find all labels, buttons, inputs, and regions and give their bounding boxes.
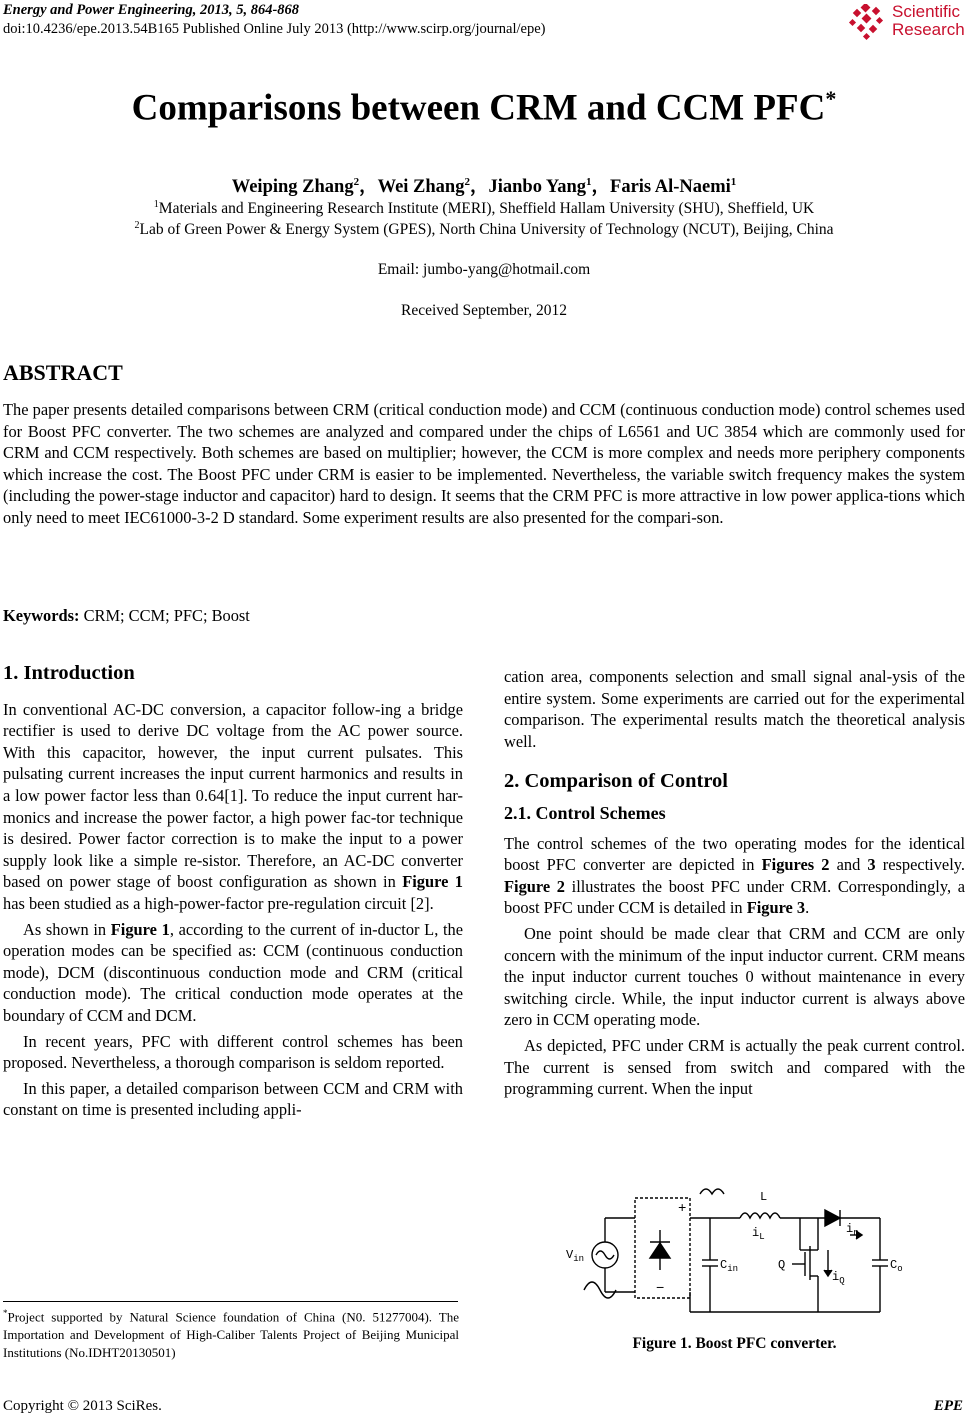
footnote-mark: *: [3, 1308, 8, 1318]
received-date: Received September, 2012: [401, 302, 567, 319]
author: Weiping Zhang: [231, 177, 354, 197]
author: Wei Zhang: [377, 177, 465, 197]
label-inductor: L: [760, 1190, 768, 1204]
paragraph: cation area, components selection and small signal anal-ysis of the entire system. Some experiments are carried out for the experimental comparison. The experimental results match the theoretical analysis well.: [504, 667, 965, 751]
paragraph: In this paper, a detailed comparison between CCM and CRM with constant on time is presented including appli-: [3, 1078, 463, 1120]
label-vin: $V_{in}$: [566, 1248, 585, 1264]
paragraph: One point should be made clear that CRM and CCM are only concern with the minimum of the input inductor current. CRM means the input inductor current touches 0 without maintenance in every switching circle. While, the input inductor current is always above zero in CCM operating mode.: [504, 923, 965, 1030]
paper-title: [0, 86, 968, 129]
figure-reference[interactable]: Figure 3: [746, 898, 806, 918]
scirp-logo-icon: [846, 4, 890, 42]
paragraph-text: and: [829, 855, 868, 875]
label-plus: +: [678, 1201, 687, 1217]
paragraph-text: respectively.: [875, 855, 965, 875]
left-column: [3, 662, 463, 1121]
figure-caption: Figure 1. Boost PFC converter.: [632, 1335, 837, 1352]
author-separator: ，: [591, 177, 611, 197]
affiliation-text: Materials and Engineering Research Institute (MERI), Sheffield Hallam University (SHU), Sheffield, UK: [158, 200, 815, 218]
journal-abbrev: EPE: [933, 1398, 963, 1414]
author-affiliation-mark: 1: [586, 175, 592, 188]
section-heading: 2. Comparison of Control: [504, 770, 728, 793]
keywords: [3, 606, 250, 626]
journal-citation: Energy and Power Engineering, 2013, 5, 864-868: [3, 2, 300, 18]
ac-wave-icon: [596, 1251, 614, 1259]
author-affiliation-mark: 1: [730, 175, 737, 188]
affiliation-number: 2: [134, 220, 140, 231]
subsection-heading: 2.1. Control Schemes: [504, 802, 666, 823]
input-sine-icon: [584, 1282, 616, 1298]
inductor-icon: [740, 1213, 780, 1218]
right-column: [504, 666, 965, 1100]
publisher-logo: [846, 4, 966, 42]
paragraph-text: As shown in: [23, 919, 111, 939]
affiliation: [0, 199, 968, 218]
footnote: [3, 1305, 459, 1362]
keywords-label: Keywords:: [3, 606, 80, 625]
author-separator: ，: [469, 177, 489, 197]
author-affiliation-mark: 2: [464, 175, 470, 188]
label-cin: $C_{in}$: [720, 1258, 739, 1274]
abstract-heading: ABSTRACT: [3, 360, 123, 385]
boost-pfc-circuit-diagram: [560, 1180, 910, 1330]
paragraph: [504, 833, 965, 919]
abstract-text: The paper presents detailed comparisons between CRM (critical conduction mode) and CCM (continuous conduction mode) control schemes used for Boost PFC converter. The two schemes are analyzed and compared under the chips of L6561 and UC 3854 which are commonly used for CRM and CCM respectively. Both schemes are based on multiplier; however, the CCM is more complex and needs more periphery components which increase the cost. The Boost PFC under CRM is easier to be implemented. Nevertheless, the variable switch frequency makes the system (including the power-stage inductor and capacitor) hard to design. It seems that the CRM PFC is more attractive in low power applica-tions which only need to meet IEC61000-3-2 D standard. Some experiment results are also presented for the compari-son.: [3, 400, 965, 527]
author: Faris Al-Naemi: [610, 177, 731, 197]
affiliation: [0, 220, 968, 239]
figure-reference[interactable]: Figure 1: [110, 919, 170, 939]
title-footnote-mark: *: [825, 86, 837, 111]
paragraph-text: illustrates the boost PFC under CRM. Correspondingly, a boost PFC under CCM is detailed in: [504, 876, 965, 918]
figure-reference[interactable]: Figure 2: [504, 876, 565, 896]
rectifier-diode-icon: [650, 1243, 670, 1258]
label-inductor-current: $i_L$: [752, 1226, 765, 1242]
figure-reference[interactable]: Figure 1: [402, 872, 463, 892]
affiliation-text: Lab of Green Power & Energy System (GPES), North China University of Technology (NCUT), Beijing, China: [139, 221, 834, 239]
paragraph-text: The control schemes of the two operating modes for the identical boost PFC converter are depicted in: [504, 833, 965, 875]
paragraph-text: , according to the current of in-ductor L, the operation modes can be specified as: CCM (continuous conduction mode), DCM (discontinuous conduction mode and CRM (critical conduction mode). The critical conduction mode operates at the boundary of CCM and DCM.: [3, 919, 463, 1025]
copyright-notice: Copyright © 2013 SciRes.: [3, 1398, 162, 1414]
logo-line-2: Research: [892, 20, 965, 39]
paragraph: [3, 919, 463, 1027]
footnote-text: Project supported by Natural Science foundation of China (N0. 51277004). The Importation and Development of High-Caliber Talents Project of Beijing Municipal Institutions (No.IDHT20130501): [3, 1309, 459, 1360]
figure-reference[interactable]: 3: [867, 855, 876, 875]
rectified-wave-icon: [700, 1189, 724, 1194]
label-switch-current: $i_Q$: [832, 1270, 845, 1286]
keywords-list: CRM; CCM; PFC; Boost: [83, 606, 250, 625]
paragraph-text: In conventional AC-DC conversion, a capacitor follow-ing a bridge rectifier is used to derive DC voltage from the AC power source. With this capacitor, however, the input current pulsates. This pulsating current increases the input current harmonics and results in a low power factor less than 0.64[1]. To reduce the input current har-monics and increase the power factor, a high power fac-tor technique is desired. Power factor correction is to make the input to a power supply look like a simple re-sistor. Therefore, an AC-DC converter based on power stage of boost configuration as shown in: [3, 699, 463, 892]
footnote-divider: [3, 1301, 458, 1302]
author: Jianbo Yang: [488, 177, 586, 197]
doi-line: doi:10.4236/epe.2013.54B165 Published Online July 2013 (http://www.scirp.org/journal/epe): [3, 21, 546, 37]
author-separator: ，: [359, 177, 378, 197]
boost-diode-icon: [825, 1210, 840, 1226]
label-diode-current: $i_n$: [846, 1222, 859, 1238]
affiliation-number: 1: [153, 199, 159, 210]
author-affiliation-mark: 2: [353, 175, 360, 188]
figure-reference[interactable]: Figures 2: [761, 855, 830, 875]
paragraph: In recent years, PFC with different control schemes has been proposed. Nevertheless, a thorough comparison is seldom reported.: [3, 1031, 463, 1073]
author-list: [0, 172, 968, 198]
logo-line-1: Scientific: [892, 2, 961, 21]
label-co: $C_o$: [890, 1258, 903, 1274]
paragraph-text: has been studied as a high-power-factor pre-regulation circuit [2].: [3, 893, 434, 913]
contact-email: Email: jumbo-yang@hotmail.com: [377, 261, 591, 278]
paragraph: [3, 699, 463, 915]
label-switch: Q: [778, 1258, 786, 1272]
paragraph: As depicted, PFC under CRM is actually the peak current control. The current is sensed from switch and compared with the programming current. When the input: [504, 1035, 965, 1099]
paragraph-text: .: [805, 898, 810, 918]
label-minus: −: [656, 1281, 665, 1297]
title-text: Comparisons between CRM and CCM PFC: [131, 87, 826, 129]
section-heading: 1. Introduction: [3, 662, 135, 684]
